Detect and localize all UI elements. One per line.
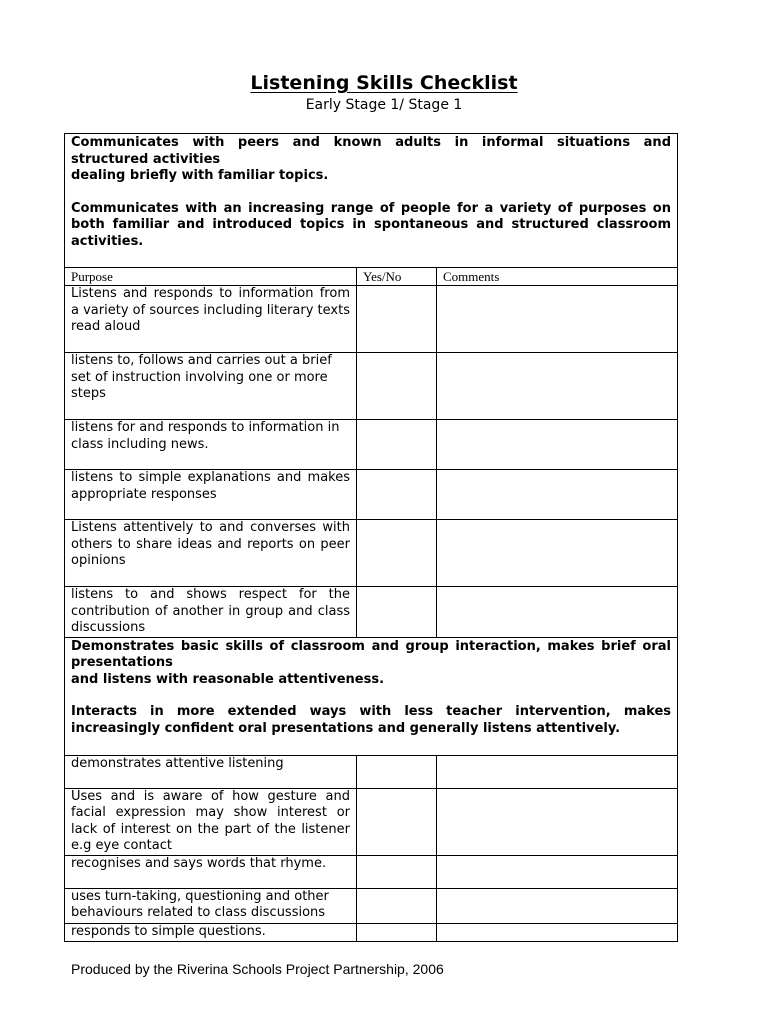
comments-cell[interactable] <box>437 420 678 470</box>
purpose-cell: listens to and shows respect for the contribution of another in group and class discussions <box>65 587 357 638</box>
checklist-table <box>64 133 678 942</box>
purpose-cell: listens to, follows and carries out a brief set of instruction involving one or more steps <box>65 353 357 420</box>
table-row <box>65 587 678 638</box>
purpose-cell: responds to simple questions. <box>65 923 357 941</box>
yes-no-cell[interactable] <box>357 353 437 420</box>
comments-cell[interactable] <box>437 755 678 788</box>
comments-cell[interactable] <box>437 855 678 888</box>
table-row <box>65 353 678 420</box>
yes-no-cell[interactable] <box>357 888 437 923</box>
table-row <box>65 420 678 470</box>
yes-no-cell[interactable] <box>357 923 437 941</box>
section-header-row <box>65 637 678 755</box>
page-subtitle: Early Stage 1/ Stage 1 <box>305 97 463 113</box>
yes-no-cell[interactable] <box>357 788 437 855</box>
comments-cell[interactable] <box>437 286 678 353</box>
section-heading <box>65 134 678 268</box>
purpose-cell: Listens and responds to information from a variety of sources including literary texts read aloud <box>65 286 357 353</box>
comments-cell[interactable] <box>437 353 678 420</box>
yes-no-cell[interactable] <box>357 470 437 520</box>
column-header-comments: Comments <box>437 268 678 286</box>
section-header-row <box>65 134 678 268</box>
purpose-cell: Listens attentively to and converses with others to share ideas and reports on peer opinions <box>65 520 357 587</box>
table-row <box>65 855 678 888</box>
column-header-purpose: Purpose <box>65 268 357 286</box>
table-row <box>65 923 678 941</box>
yes-no-cell[interactable] <box>357 855 437 888</box>
column-header-row <box>65 268 678 286</box>
yes-no-cell[interactable] <box>357 420 437 470</box>
section-heading-line: Communicates with an increasing range of people for a variety of purposes on both familiar and introduced topics in spontaneous and structured classroom activities. <box>71 200 671 249</box>
section-heading-line: Demonstrates basic skills of classroom and group interaction, makes brief oral presentations <box>71 638 671 670</box>
purpose-cell: listens to simple explanations and makes appropriate responses <box>65 470 357 520</box>
column-header-yes-no: Yes/No <box>357 268 437 286</box>
table-row <box>65 470 678 520</box>
table-row <box>65 788 678 855</box>
section-heading-line: Communicates with peers and known adults in informal situations and structured activities <box>71 135 671 167</box>
purpose-cell: uses turn-taking, questioning and other behaviours related to class discussions <box>65 888 357 923</box>
section-heading-line: dealing briefly with familiar topics. <box>71 168 329 183</box>
table-row <box>65 755 678 788</box>
section-heading-line: and listens with reasonable attentiveness. <box>71 671 385 687</box>
table-row <box>65 888 678 923</box>
page-title: Listening Skills Checklist <box>250 72 518 94</box>
section-heading-line: Interacts in more extended ways with less teacher intervention, makes increasingly confident oral presentations and generally listens attentively. <box>71 704 671 736</box>
comments-cell[interactable] <box>437 788 678 855</box>
yes-no-cell[interactable] <box>357 587 437 638</box>
purpose-cell: listens for and responds to information in class including news. <box>65 420 357 470</box>
comments-cell[interactable] <box>437 888 678 923</box>
yes-no-cell[interactable] <box>357 755 437 788</box>
footer-credit: Produced by the Riverina Schools Project Partnership, 2006 <box>71 961 444 977</box>
yes-no-cell[interactable] <box>357 286 437 353</box>
purpose-cell: demonstrates attentive listening <box>65 755 357 788</box>
section-heading <box>65 637 678 755</box>
yes-no-cell[interactable] <box>357 520 437 587</box>
purpose-cell: recognises and says words that rhyme. <box>65 855 357 888</box>
table-row <box>65 520 678 587</box>
comments-cell[interactable] <box>437 587 678 638</box>
comments-cell[interactable] <box>437 470 678 520</box>
purpose-cell: Uses and is aware of how gesture and facial expression may show interest or lack of interest on the part of the listener e.g eye contact <box>65 788 357 855</box>
table-row <box>65 286 678 353</box>
comments-cell[interactable] <box>437 520 678 587</box>
comments-cell[interactable] <box>437 923 678 941</box>
